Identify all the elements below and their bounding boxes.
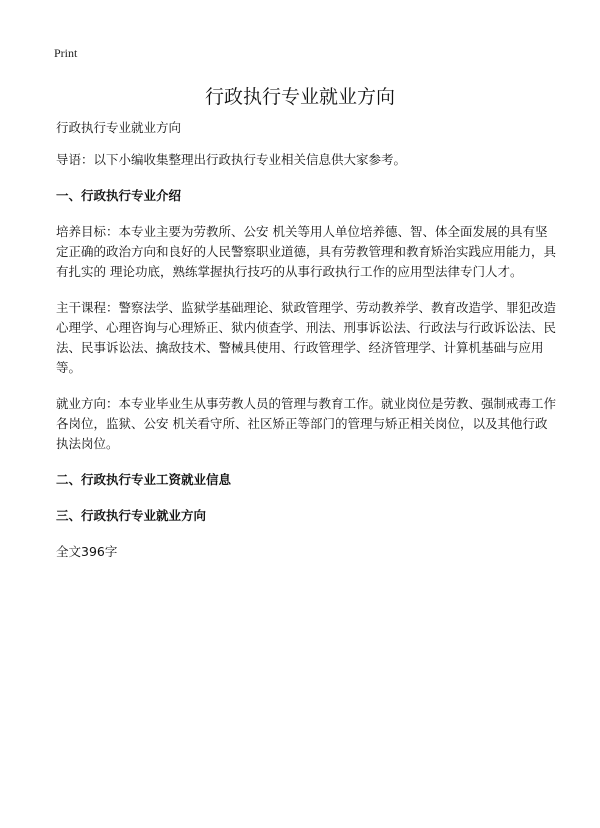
print-link[interactable]: Print — [54, 46, 78, 60]
paragraph-courses: 主干课程：警察法学、监狱学基础理论、狱政管理学、劳动教养学、教育改造学、罪犯改造心理学、心理咨询与心理矫正、狱内侦查学、刑法、刑事诉讼法、行政法与行政诉讼法、民法、民事诉讼法、擒敌技术、警械具使用、行政管理学、经济管理学、计算机基础与应用等。 — [56, 300, 557, 375]
intro-paragraph: 导语：以下小编收集整理出行政执行专业相关信息供大家参考。 — [56, 152, 407, 167]
section-heading-intro: 一、行政执行专业介绍 — [56, 188, 182, 203]
paragraph-employment: 就业方向：本专业毕业生从事劳教人员的管理与教育工作。就业岗位是劳教、强制戒毒工作各岗位，监狱、公安 机关看守所、社区矫正等部门的管理与矫正相关岗位，以及其他行政执法岗位。 — [56, 396, 557, 451]
section-heading-direction: 三、行政执行专业就业方向 — [56, 508, 207, 523]
paragraph-goals: 培养目标：本专业主要为劳教所、公安 机关等用人单位培养德、智、体全面发展的具有坚定正确的政治方向和良好的人民警察职业道德，具有劳教管理和教育矫治实践应用能力，具有扎实的 理论功底，熟练掌握执行技巧的从事行政执行工作的应用型法律专门人才。 — [56, 224, 557, 279]
section-heading-salary: 二、行政执行专业工资就业信息 — [56, 472, 232, 487]
word-count: 全文396字 — [56, 544, 118, 559]
article-subtitle: 行政执行专业就业方向 — [56, 120, 182, 135]
article-body — [56, 118, 556, 578]
page-title: 行政执行专业就业方向 — [204, 86, 395, 108]
